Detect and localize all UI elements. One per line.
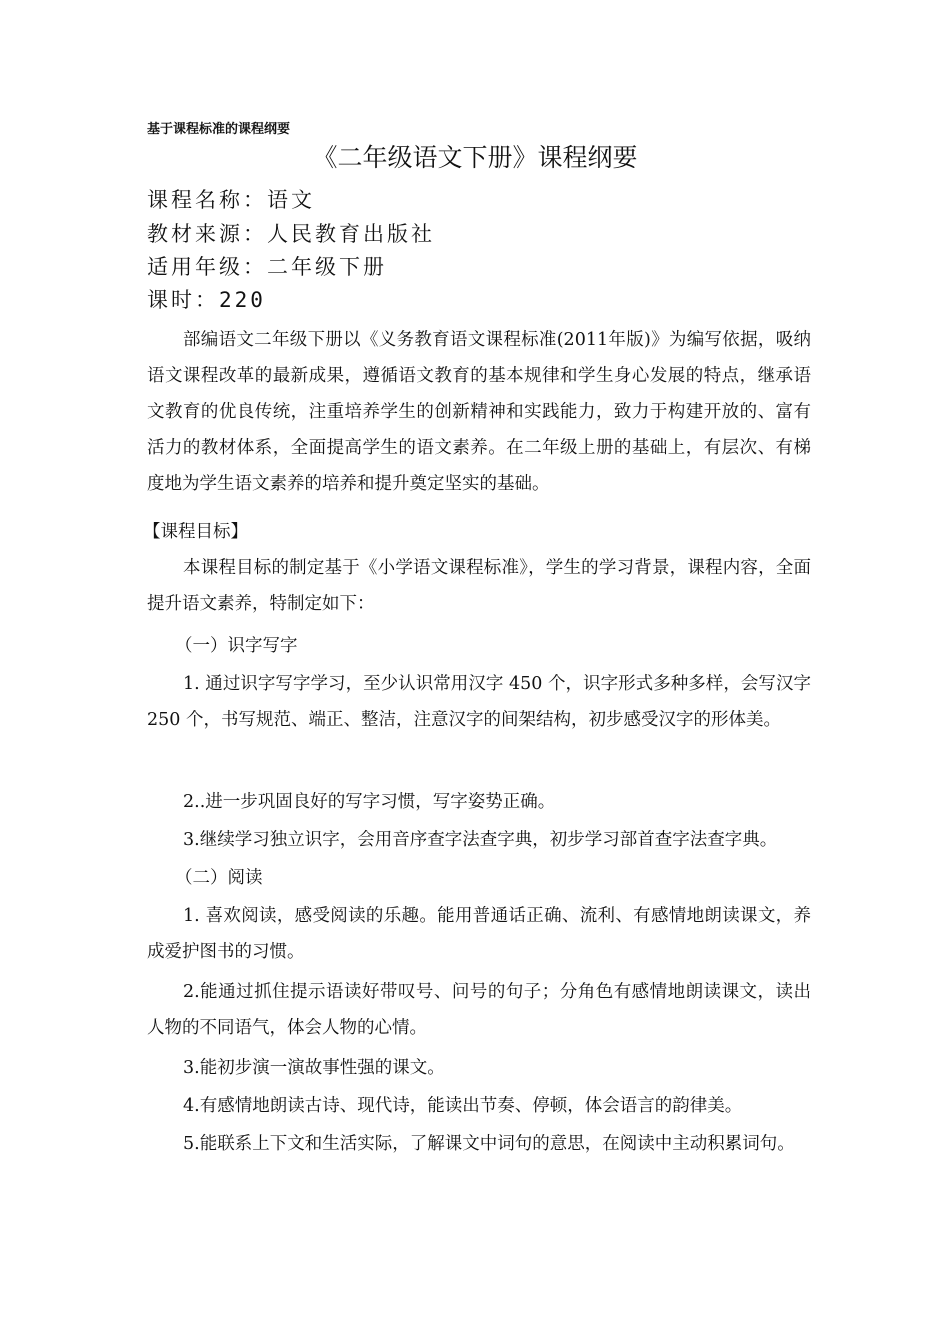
goals-intro-paragraph: 本课程目标的制定基于《小学语文课程标准》，学生的学习背景，课程内容，全面提升语文素养，特制定如下： bbox=[147, 558, 811, 614]
list-item: 2..进一步巩固良好的写字习惯，写字姿势正确。 bbox=[183, 792, 556, 812]
textbook-source: 教材来源：人民教育出版社 bbox=[147, 222, 435, 246]
list-item: 5.能联系上下文和生活实际，了解课文中词句的意思，在阅读中主动积累词句。 bbox=[183, 1134, 795, 1154]
list-item: 3.继续学习独立识字，会用音序查字法查字典，初步学习部首查字法查字典。 bbox=[183, 830, 778, 850]
subsection-title-literacy: （一）识字写字 bbox=[175, 636, 298, 656]
list-item: 4.有感情地朗读古诗、现代诗，能读出节奏、停顿，体会语言的韵律美。 bbox=[183, 1096, 743, 1116]
course-name: 课程名称：语文 bbox=[147, 188, 315, 212]
list-item: 1. 喜欢阅读，感受阅读的乐趣。能用普通话正确、流利、有感情地朗读课文，养成爱护图书的习惯。 bbox=[147, 906, 811, 962]
list-item: 1. 通过识字写字学习，至少认识常用汉字 450 个，识字形式多种多样，会写汉字 250 个，书写规范、端正、整洁，注意汉字的间架结构，初步感受汉字的形体美。 bbox=[147, 674, 811, 730]
header-note: 基于课程标准的课程纲要 bbox=[147, 122, 291, 137]
grade-level: 适用年级：二年级下册 bbox=[147, 255, 387, 279]
section-heading-goals: 【课程目标】 bbox=[143, 522, 248, 542]
class-hours: 课时：220 bbox=[147, 288, 266, 312]
intro-paragraph: 部编语文二年级下册以《义务教育语文课程标准(2011年版)》为编写依据，吸纳语文课程改革的最新成果，遵循语文教育的基本规律和学生身心发展的特点，继承语文教育的优良传统，注重培养学生的创新精神和实践能力，致力于构建开放的、富有活力的教材体系，全面提高学生的语文素养。在二年级上册的基础上，有层次、有梯度地为学生语文素养的培养和提升奠定坚实的基础。 bbox=[147, 330, 811, 494]
subsection-title-reading: （二）阅读 bbox=[175, 868, 263, 888]
list-item: 2.能通过抓住提示语读好带叹号、问号的句子；分角色有感情地朗读课文，读出人物的不同语气，体会人物的心情。 bbox=[147, 982, 811, 1038]
list-item: 3.能初步演一演故事性强的课文。 bbox=[183, 1058, 445, 1078]
page-title: 《二年级语文下册》课程纲要 bbox=[312, 143, 638, 172]
